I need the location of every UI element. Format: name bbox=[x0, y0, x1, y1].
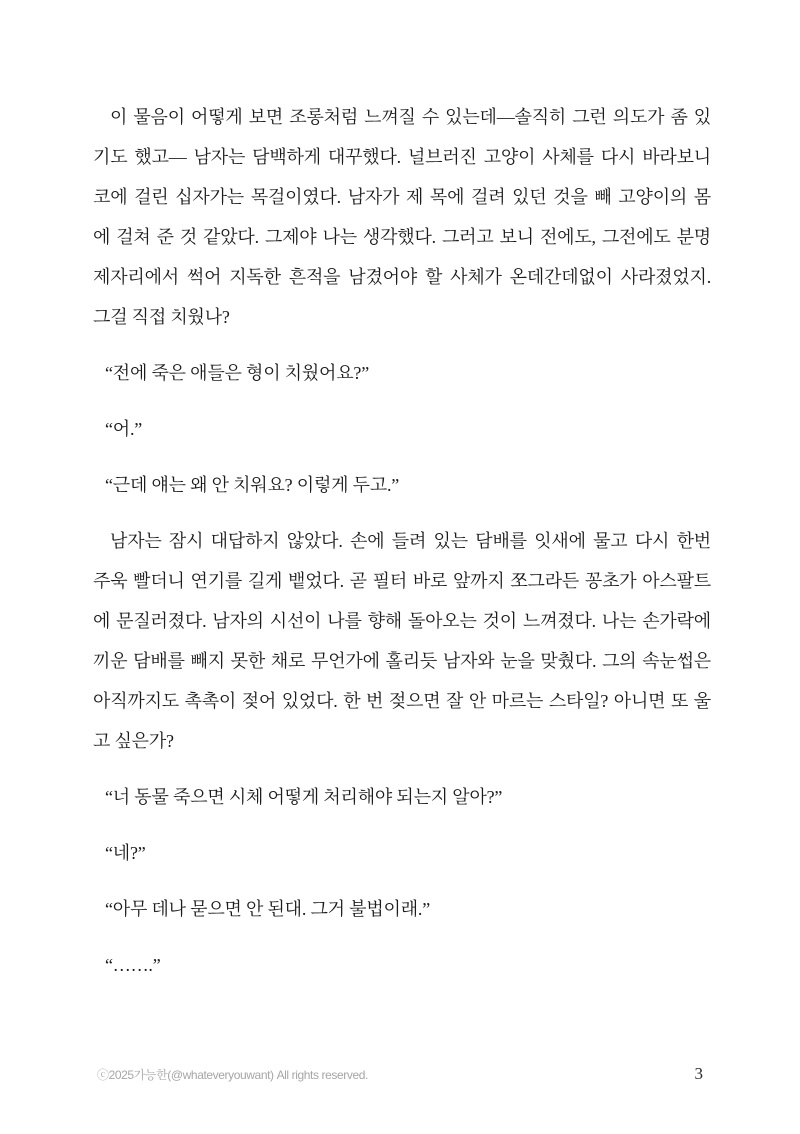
copyright-text: ⓒ2025가능한(@whateveryouwant) All rights reserved. bbox=[97, 1067, 368, 1082]
paragraph-dialogue bbox=[93, 777, 711, 817]
paragraph-dialogue bbox=[93, 465, 711, 505]
paragraph-dialogue bbox=[93, 945, 711, 985]
paragraph-dialogue bbox=[93, 353, 711, 393]
text-line: 코에 걸린 십자가는 목걸이였다. 남자가 제 목에 걸려 있던 것을 빼 고양이의 몸 bbox=[93, 187, 711, 207]
text-line: 에 걸쳐 준 것 같았다. 그제야 나는 생각했다. 그러고 보니 전에도, 그전에도 분명 bbox=[93, 227, 711, 247]
text-line: “어.” bbox=[105, 419, 143, 439]
document-body bbox=[93, 97, 711, 985]
text-line: 이 물음이 어떻게 보면 조롱처럼 느껴질 수 있는데—솔직히 그런 의도가 좀 있 bbox=[110, 107, 711, 127]
text-line: 주욱 빨더니 연기를 길게 뱉었다. 곧 필터 바로 앞까지 쪼그라든 꽁초가 아스팔트 bbox=[93, 571, 711, 591]
paragraph-dialogue bbox=[93, 889, 711, 929]
paragraph-dialogue bbox=[93, 409, 711, 449]
text-line: “너 동물 죽으면 시체 어떻게 처리해야 되는지 알아?” bbox=[105, 787, 503, 807]
text-line: 끼운 담배를 빼지 못한 채로 무언가에 홀리듯 남자와 눈을 맞췄다. 그의 속눈썹은 bbox=[93, 651, 711, 671]
paragraph-dialogue bbox=[93, 833, 711, 873]
page-footer bbox=[97, 1059, 711, 1089]
paragraph-prose bbox=[93, 521, 711, 761]
text-line: 그걸 직접 치웠나? bbox=[93, 307, 230, 327]
text-line: 아직까지도 촉촉이 젖어 있었다. 한 번 젖으면 잘 안 마르는 스타일? 아니면 또 울 bbox=[93, 691, 711, 711]
text-line: 제자리에서 썩어 지독한 흔적을 남겼어야 할 사체가 온데간데없이 사라졌었지. bbox=[93, 267, 711, 287]
text-line: “아무 데나 묻으면 안 된대. 그거 불법이래.” bbox=[105, 899, 430, 919]
text-line: “네?” bbox=[105, 843, 146, 863]
text-line: 고 싶은가? bbox=[93, 731, 174, 751]
text-line: “…….” bbox=[105, 955, 161, 975]
text-line: “전에 죽은 애들은 형이 치웠어요?” bbox=[105, 363, 370, 383]
text-line: 남자는 잠시 대답하지 않았다. 손에 들려 있는 담배를 잇새에 물고 다시 한번 bbox=[110, 531, 711, 551]
text-line: 기도 했고— 남자는 담백하게 대꾸했다. 널브러진 고양이 사체를 다시 바라보니 bbox=[93, 147, 711, 167]
text-line: 에 문질러졌다. 남자의 시선이 나를 향해 돌아오는 것이 느껴졌다. 나는 손가락에 bbox=[93, 611, 711, 631]
text-line: “근데 얘는 왜 안 치워요? 이렇게 두고.” bbox=[105, 475, 400, 495]
paragraph-prose bbox=[93, 97, 711, 337]
page-number: 3 bbox=[694, 1064, 703, 1083]
